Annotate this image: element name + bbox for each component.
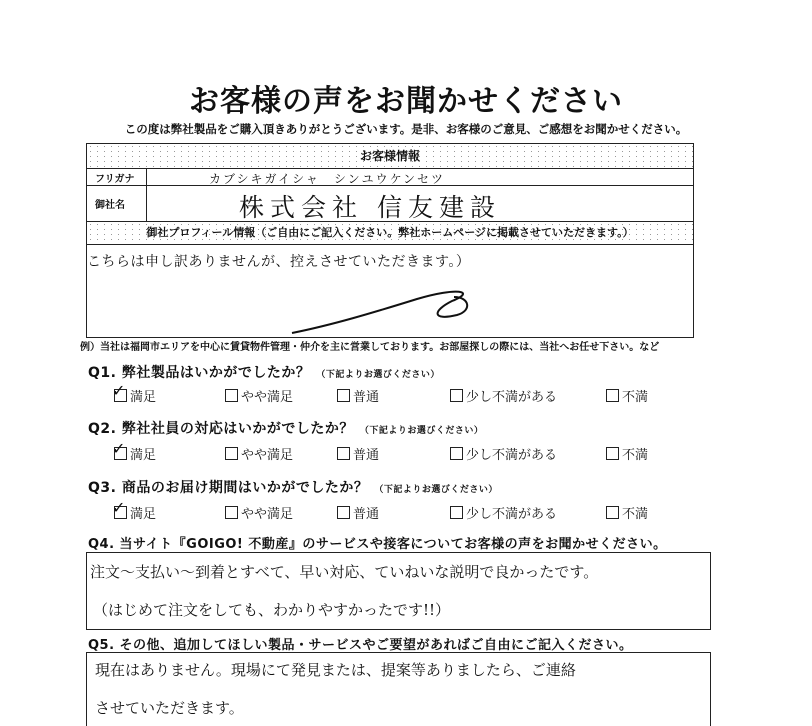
q1-option-sukoshi-fuman[interactable]: 少し不満がある (450, 386, 557, 405)
q4-answer-field[interactable] (86, 552, 711, 630)
q2-option-yaya-manzoku[interactable]: やや満足 (225, 444, 293, 463)
checkbox[interactable] (450, 447, 463, 460)
company-field[interactable] (147, 186, 693, 221)
q1-option-manzoku[interactable]: ✓ 満足 (112, 381, 157, 405)
question-5: Q5. その他、追加してほしい製品・サービスやご要望があればご自由にご記入ください。 (88, 638, 633, 653)
handwritten-scribble (282, 285, 482, 340)
q3-option-yaya-manzoku[interactable]: やや満足 (225, 503, 293, 522)
q1-option-fuman[interactable]: 不満 (606, 386, 648, 405)
question-4: Q4. 当サイト『GOIGO! 不動産』のサービスや接客についてお客様の声をお聞かせください。 (88, 537, 667, 552)
check-mark-icon: ✓ (112, 498, 126, 517)
furigana-row (87, 169, 693, 186)
checkbox[interactable] (450, 389, 463, 402)
question-2-label: Q2. 弊社社員の対応はいかがでしたか？ (88, 421, 354, 437)
q4-answer-line-2: （はじめて注文をしても、わかりやすかったです!!） (93, 601, 451, 619)
check-mark-icon: ✓ (112, 439, 126, 458)
checkbox[interactable] (112, 498, 127, 519)
check-mark-icon: ✓ (112, 381, 126, 400)
page-title: お客様の声をお聞かせください (189, 84, 623, 119)
q3-option-fuman[interactable]: 不満 (606, 503, 648, 522)
q2-option-manzoku[interactable]: ✓ 満足 (112, 439, 157, 463)
checkbox[interactable] (225, 447, 238, 460)
intro-text: この度は弊社製品をご購入頂きありがとうございます。是非、お客様のご意見、ご感想をお聞かせください。 (124, 122, 688, 136)
question-2-note: （下記よりお選びください） (359, 426, 484, 436)
q3-option-sukoshi-fuman[interactable]: 少し不満がある (450, 503, 557, 522)
question-2 (88, 418, 483, 438)
checkbox[interactable] (337, 506, 350, 519)
company-row (87, 186, 693, 222)
question-1-label: Q1. 弊社製品はいかがでしたか？ (88, 365, 311, 381)
q2-option-sukoshi-fuman[interactable]: 少し不満がある (450, 444, 557, 463)
profile-header: 御社プロフィール情報（ご自由にご記入ください。弊社ホームページに掲載させていただきます。） (87, 222, 693, 245)
furigana-field[interactable] (147, 169, 693, 185)
q3-option-manzoku[interactable]: ✓ 満足 (112, 498, 157, 522)
question-3-label: Q3. 商品のお届け期間はいかがでしたか？ (88, 480, 369, 496)
company-label: 御社名 (87, 186, 147, 221)
question-1-note: （下記よりお選びください） (316, 370, 440, 380)
q5-answer-line-1: 現在はありません。現場にて発見または、提案等ありましたら、ご連絡 (95, 661, 576, 679)
furigana-value: カブシキガイシャ シンユウケンセツ (209, 172, 446, 186)
q3-option-futsuu[interactable]: 普通 (337, 503, 379, 522)
info-header: お客様情報 (87, 144, 693, 169)
q5-answer-field[interactable] (86, 652, 711, 726)
q4-answer-line-1: 注文〜支払い〜到着とすべて、早い対応、ていねいな説明で良かったです。 (90, 563, 599, 581)
checkbox[interactable] (337, 447, 350, 460)
furigana-label: フリガナ (87, 169, 147, 185)
example-text: 例）当社は福岡市エリアを中心に賃貸物件管理・仲介を主に営業しております。お部屋探しの際には、当社へお任せ下さい。など (80, 342, 660, 353)
checkbox[interactable] (606, 506, 619, 519)
checkbox[interactable] (606, 389, 619, 402)
q2-option-futsuu[interactable]: 普通 (337, 444, 379, 463)
checkbox[interactable] (337, 389, 350, 402)
checkbox[interactable] (606, 447, 619, 460)
profile-value: こちらは申し訳ありませんが、控えさせていただきます。） (87, 254, 471, 270)
company-value: 株式会社 信友建設 (239, 193, 501, 222)
q1-option-yaya-manzoku[interactable]: やや満足 (225, 386, 293, 405)
checkbox[interactable] (225, 506, 238, 519)
checkbox[interactable] (225, 389, 238, 402)
question-1 (88, 362, 440, 382)
checkbox[interactable] (112, 381, 127, 402)
q5-answer-line-2: させていただきます。 (95, 699, 244, 717)
checkbox[interactable] (112, 439, 127, 460)
profile-field[interactable] (87, 245, 693, 341)
customer-info-table (86, 143, 694, 338)
q1-option-futsuu[interactable]: 普通 (337, 386, 379, 405)
q2-option-fuman[interactable]: 不満 (606, 444, 648, 463)
checkbox[interactable] (450, 506, 463, 519)
question-3 (88, 477, 498, 497)
question-3-note: （下記よりお選びください） (374, 485, 498, 495)
